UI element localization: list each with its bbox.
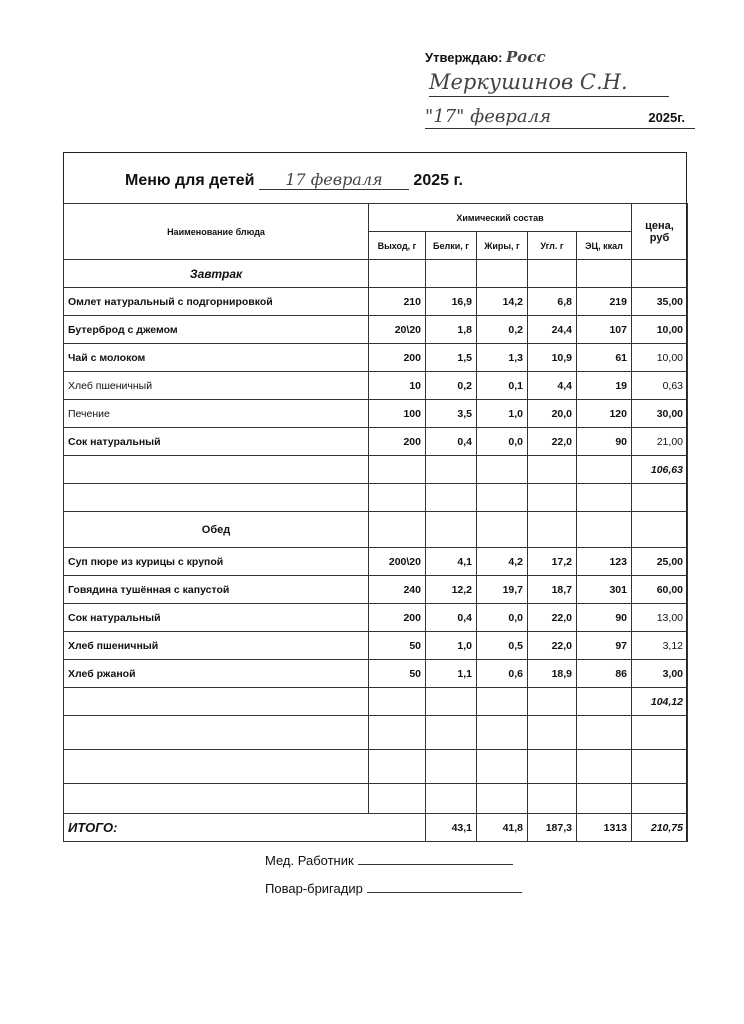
dish-name: Хлеб ржаной <box>64 660 369 688</box>
menu-title-prefix: Меню для детей <box>125 172 255 189</box>
carbs-value: 17,2 <box>528 548 577 576</box>
dish-name: Хлеб пшеничный <box>64 372 369 400</box>
energy-value: 107 <box>577 316 632 344</box>
output-value: 50 <box>369 660 426 688</box>
dish-name: Сок натуральный <box>64 428 369 456</box>
fat-value: 4,2 <box>477 548 528 576</box>
energy-value: 97 <box>577 632 632 660</box>
output-value: 200 <box>369 604 426 632</box>
fat-value: 19,7 <box>477 576 528 604</box>
energy-value: 90 <box>577 604 632 632</box>
table-row <box>64 316 688 344</box>
table-row <box>64 660 688 688</box>
dish-name: Бутерброд с джемом <box>64 316 369 344</box>
header-energy: ЭЦ, ккал <box>577 232 632 260</box>
header-output: Выход, г <box>369 232 426 260</box>
approval-signature: Росс <box>506 48 546 66</box>
itogo-carbs: 187,3 <box>528 814 577 842</box>
price-value: 10,00 <box>632 344 688 372</box>
energy-value: 19 <box>577 372 632 400</box>
energy-value: 120 <box>577 400 632 428</box>
table-row <box>64 400 688 428</box>
empty-row <box>64 484 688 512</box>
protein-value: 1,0 <box>426 632 477 660</box>
breakfast-total-row <box>64 456 688 484</box>
header-fat: Жиры, г <box>477 232 528 260</box>
header-dish: Наименование блюда <box>64 204 369 260</box>
fat-value: 0,0 <box>477 428 528 456</box>
carbs-value: 24,4 <box>528 316 577 344</box>
approval-date: "17" февраля <box>425 106 552 127</box>
carbs-value: 22,0 <box>528 604 577 632</box>
price-value: 3,00 <box>632 660 688 688</box>
carbs-value: 20,0 <box>528 400 577 428</box>
price-value: 21,00 <box>632 428 688 456</box>
energy-value: 90 <box>577 428 632 456</box>
price-value: 60,00 <box>632 576 688 604</box>
carbs-value: 18,7 <box>528 576 577 604</box>
itogo-fat: 41,8 <box>477 814 528 842</box>
price-value: 25,00 <box>632 548 688 576</box>
medic-label: Мед. Работник <box>265 853 354 868</box>
section-row <box>64 512 688 548</box>
fat-value: 1,0 <box>477 400 528 428</box>
protein-value: 16,9 <box>426 288 477 316</box>
empty-row <box>64 716 688 750</box>
energy-value: 61 <box>577 344 632 372</box>
protein-value: 0,4 <box>426 604 477 632</box>
itogo-energy: 1313 <box>577 814 632 842</box>
table-row <box>64 548 688 576</box>
carbs-value: 6,8 <box>528 288 577 316</box>
menu-title-suffix: 2025 г. <box>413 172 463 189</box>
protein-value: 1,8 <box>426 316 477 344</box>
price-value: 3,12 <box>632 632 688 660</box>
output-value: 10 <box>369 372 426 400</box>
fat-value: 1,3 <box>477 344 528 372</box>
carbs-value: 18,9 <box>528 660 577 688</box>
empty-row <box>64 784 688 814</box>
dish-name: Печение <box>64 400 369 428</box>
lunch-total: 104,12 <box>632 688 688 716</box>
lunch-total-row <box>64 688 688 716</box>
menu-title-date: 17 февраля <box>259 170 409 190</box>
price-value: 0,63 <box>632 372 688 400</box>
table-row <box>64 372 688 400</box>
dish-name: Омлет натуральный с подгорнировкой <box>64 288 369 316</box>
price-value: 10,00 <box>632 316 688 344</box>
approval-block <box>425 48 695 127</box>
output-value: 50 <box>369 632 426 660</box>
carbs-value: 4,4 <box>528 372 577 400</box>
protein-value: 1,5 <box>426 344 477 372</box>
energy-value: 86 <box>577 660 632 688</box>
dish-name: Суп пюре из курицы с крупой <box>64 548 369 576</box>
table-row <box>64 576 688 604</box>
header-carbs: Угл. г <box>528 232 577 260</box>
header-protein: Белки, г <box>426 232 477 260</box>
protein-value: 3,5 <box>426 400 477 428</box>
medic-blank <box>358 852 513 865</box>
menu-title <box>125 170 463 190</box>
cook-signature-line <box>265 880 522 896</box>
price-value: 13,00 <box>632 604 688 632</box>
table-row <box>64 428 688 456</box>
table-row <box>64 344 688 372</box>
header-price: цена, руб <box>632 204 688 260</box>
approver-name: Меркушинов С.Н. <box>429 70 669 97</box>
approval-label-line <box>425 48 695 66</box>
protein-value: 1,1 <box>426 660 477 688</box>
dish-name: Сок натуральный <box>64 604 369 632</box>
protein-value: 0,2 <box>426 372 477 400</box>
carbs-value: 22,0 <box>528 632 577 660</box>
approval-year: 2025г. <box>648 110 685 125</box>
table-row <box>64 632 688 660</box>
energy-value: 123 <box>577 548 632 576</box>
output-value: 200\20 <box>369 548 426 576</box>
protein-value: 4,1 <box>426 548 477 576</box>
header-chem: Химический состав <box>369 204 632 232</box>
medic-signature-line <box>265 852 513 868</box>
fat-value: 0,5 <box>477 632 528 660</box>
cook-label: Повар-бригадир <box>265 881 363 896</box>
carbs-value: 10,9 <box>528 344 577 372</box>
fat-value: 0,2 <box>477 316 528 344</box>
output-value: 210 <box>369 288 426 316</box>
carbs-value: 22,0 <box>528 428 577 456</box>
table-row <box>64 288 688 316</box>
price-value: 30,00 <box>632 400 688 428</box>
fat-value: 0,0 <box>477 604 528 632</box>
table-row <box>64 604 688 632</box>
approval-label: Утверждаю: <box>425 50 503 65</box>
section-row <box>64 260 688 288</box>
output-value: 240 <box>369 576 426 604</box>
energy-value: 301 <box>577 576 632 604</box>
menu-table <box>63 203 688 842</box>
approval-date-line <box>425 104 695 129</box>
dish-name: Хлеб пшеничный <box>64 632 369 660</box>
fat-value: 14,2 <box>477 288 528 316</box>
breakfast-total: 106,63 <box>632 456 688 484</box>
cook-blank <box>367 880 522 893</box>
price-value: 35,00 <box>632 288 688 316</box>
lunch-title: Обед <box>64 512 369 548</box>
protein-value: 12,2 <box>426 576 477 604</box>
protein-value: 0,4 <box>426 428 477 456</box>
fat-value: 0,6 <box>477 660 528 688</box>
dish-name: Чай с молоком <box>64 344 369 372</box>
itogo-row <box>64 814 688 842</box>
itogo-label: ИТОГО: <box>64 814 426 842</box>
itogo-price: 210,75 <box>632 814 688 842</box>
empty-row <box>64 750 688 784</box>
output-value: 20\20 <box>369 316 426 344</box>
fat-value: 0,1 <box>477 372 528 400</box>
dish-name: Говядина тушённая с капустой <box>64 576 369 604</box>
output-value: 200 <box>369 428 426 456</box>
output-value: 200 <box>369 344 426 372</box>
breakfast-title: Завтрак <box>64 260 369 288</box>
energy-value: 219 <box>577 288 632 316</box>
output-value: 100 <box>369 400 426 428</box>
itogo-protein: 43,1 <box>426 814 477 842</box>
